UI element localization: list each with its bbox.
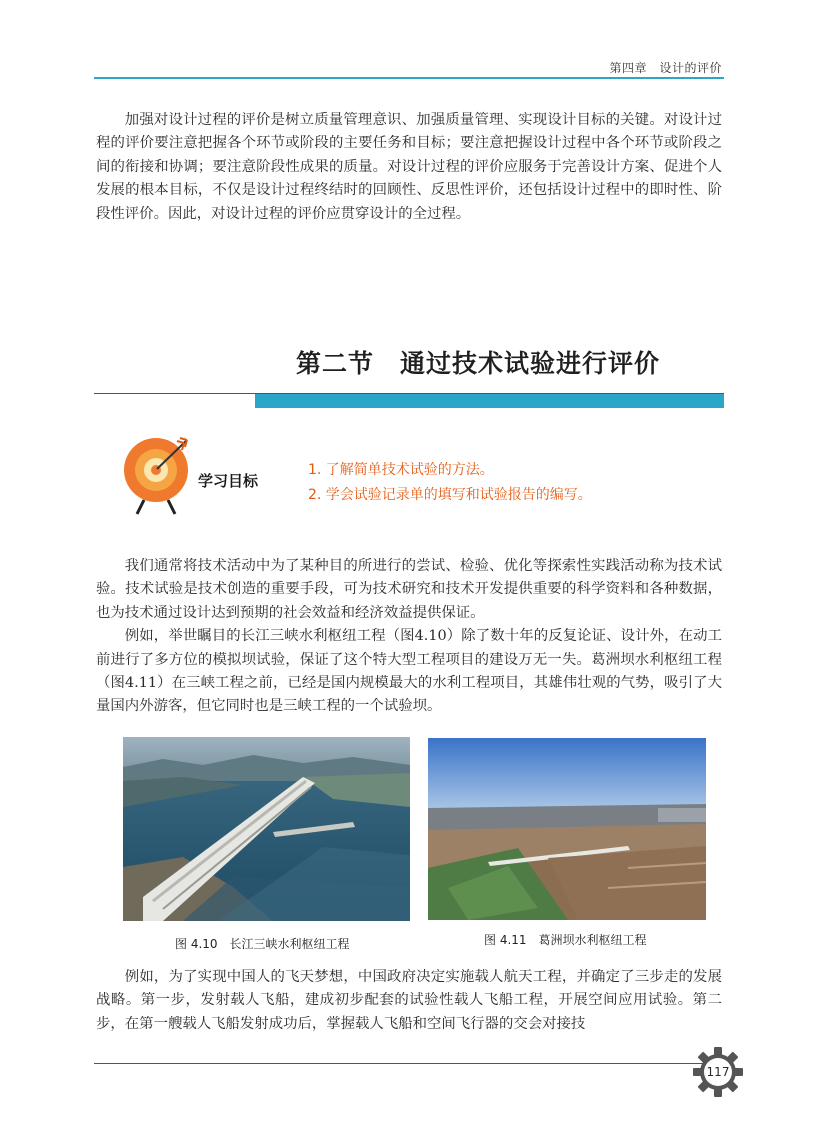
objective-item-1: 1. 了解简单技术试验的方法。 (308, 462, 494, 478)
section-title: 第二节 通过技术试验进行评价 (296, 349, 661, 378)
technical-test-paragraph: 我们通常将技术活动中为了某种目的所进行的尝试、检验、优化等探索性实践活动称为技术试验。技术试验是技术创造的重要手段，可为技术研究和技术开发提供重要的科学资料和各种数据，也为技术通过设计达到预期的社会效益和经济效益提供保证。 (96, 558, 722, 621)
gezhouba-dam-photo (428, 738, 706, 920)
header-rule (94, 77, 724, 79)
intro-paragraph: 加强对设计过程的评价是树立质量管理意识、加强质量管理、实现设计目标的关键。对设计过程的评价要注意把握各个环节或阶段的主要任务和目标；要注意把握设计过程中各个环节或阶段之间的衔接和协调；要注意阶段性成果的质量。对设计过程的评价应服务于完善设计方案、促进个人发展的根本目标，不仅是设计过程终结时的回顾性、反思性评价，还包括设计过程中的即时性、阶段性评价。因此，对设计过程的评价应贯穿设计的全过程。 (96, 112, 722, 222)
section-title-bar (255, 394, 724, 408)
page-number: 117 (706, 1065, 730, 1079)
target-icon (124, 434, 196, 516)
space-program-paragraph: 例如，为了实现中国人的飞天梦想，中国政府决定实施载人航天工程，并确定了三步走的发展战略。第一步，发射载人飞船，建成初步配套的试验性载人飞船工程，开展空间应用试验。第二步，在第一艘载人飞船发射成功后，掌握载人飞船和空间飞行器的交会对接技 (96, 969, 722, 1032)
three-gorges-paragraph: 例如，举世瞩目的长江三峡水利枢纽工程（图4.10）除了数十年的反复论证、设计外，在动工前进行了多方位的模拟坝试验，保证了这个特大型工程项目的建设万无一失。葛洲坝水利枢纽工程（图4.11）在三峡工程之前，已经是国内规模最大的水利工程项目，其雄伟壮观的气势，吸引了大量国内外游客，但它同时也是三峡工程的一个试验坝。 (96, 628, 722, 715)
three-gorges-dam-photo (123, 737, 410, 921)
footer-rule (94, 1063, 722, 1064)
objectives-label: 学习目标 (198, 472, 259, 490)
objectives-list (308, 458, 592, 508)
running-header: 第四章 设计的评价 (609, 61, 722, 75)
objective-item-2: 2. 学会试验记录单的填写和试验报告的编写。 (308, 487, 592, 503)
figure-4-10-caption: 图 4.10 长江三峡水利枢纽工程 (175, 937, 350, 951)
figure-4-11-caption: 图 4.11 葛洲坝水利枢纽工程 (484, 933, 647, 947)
body-text (96, 555, 722, 719)
